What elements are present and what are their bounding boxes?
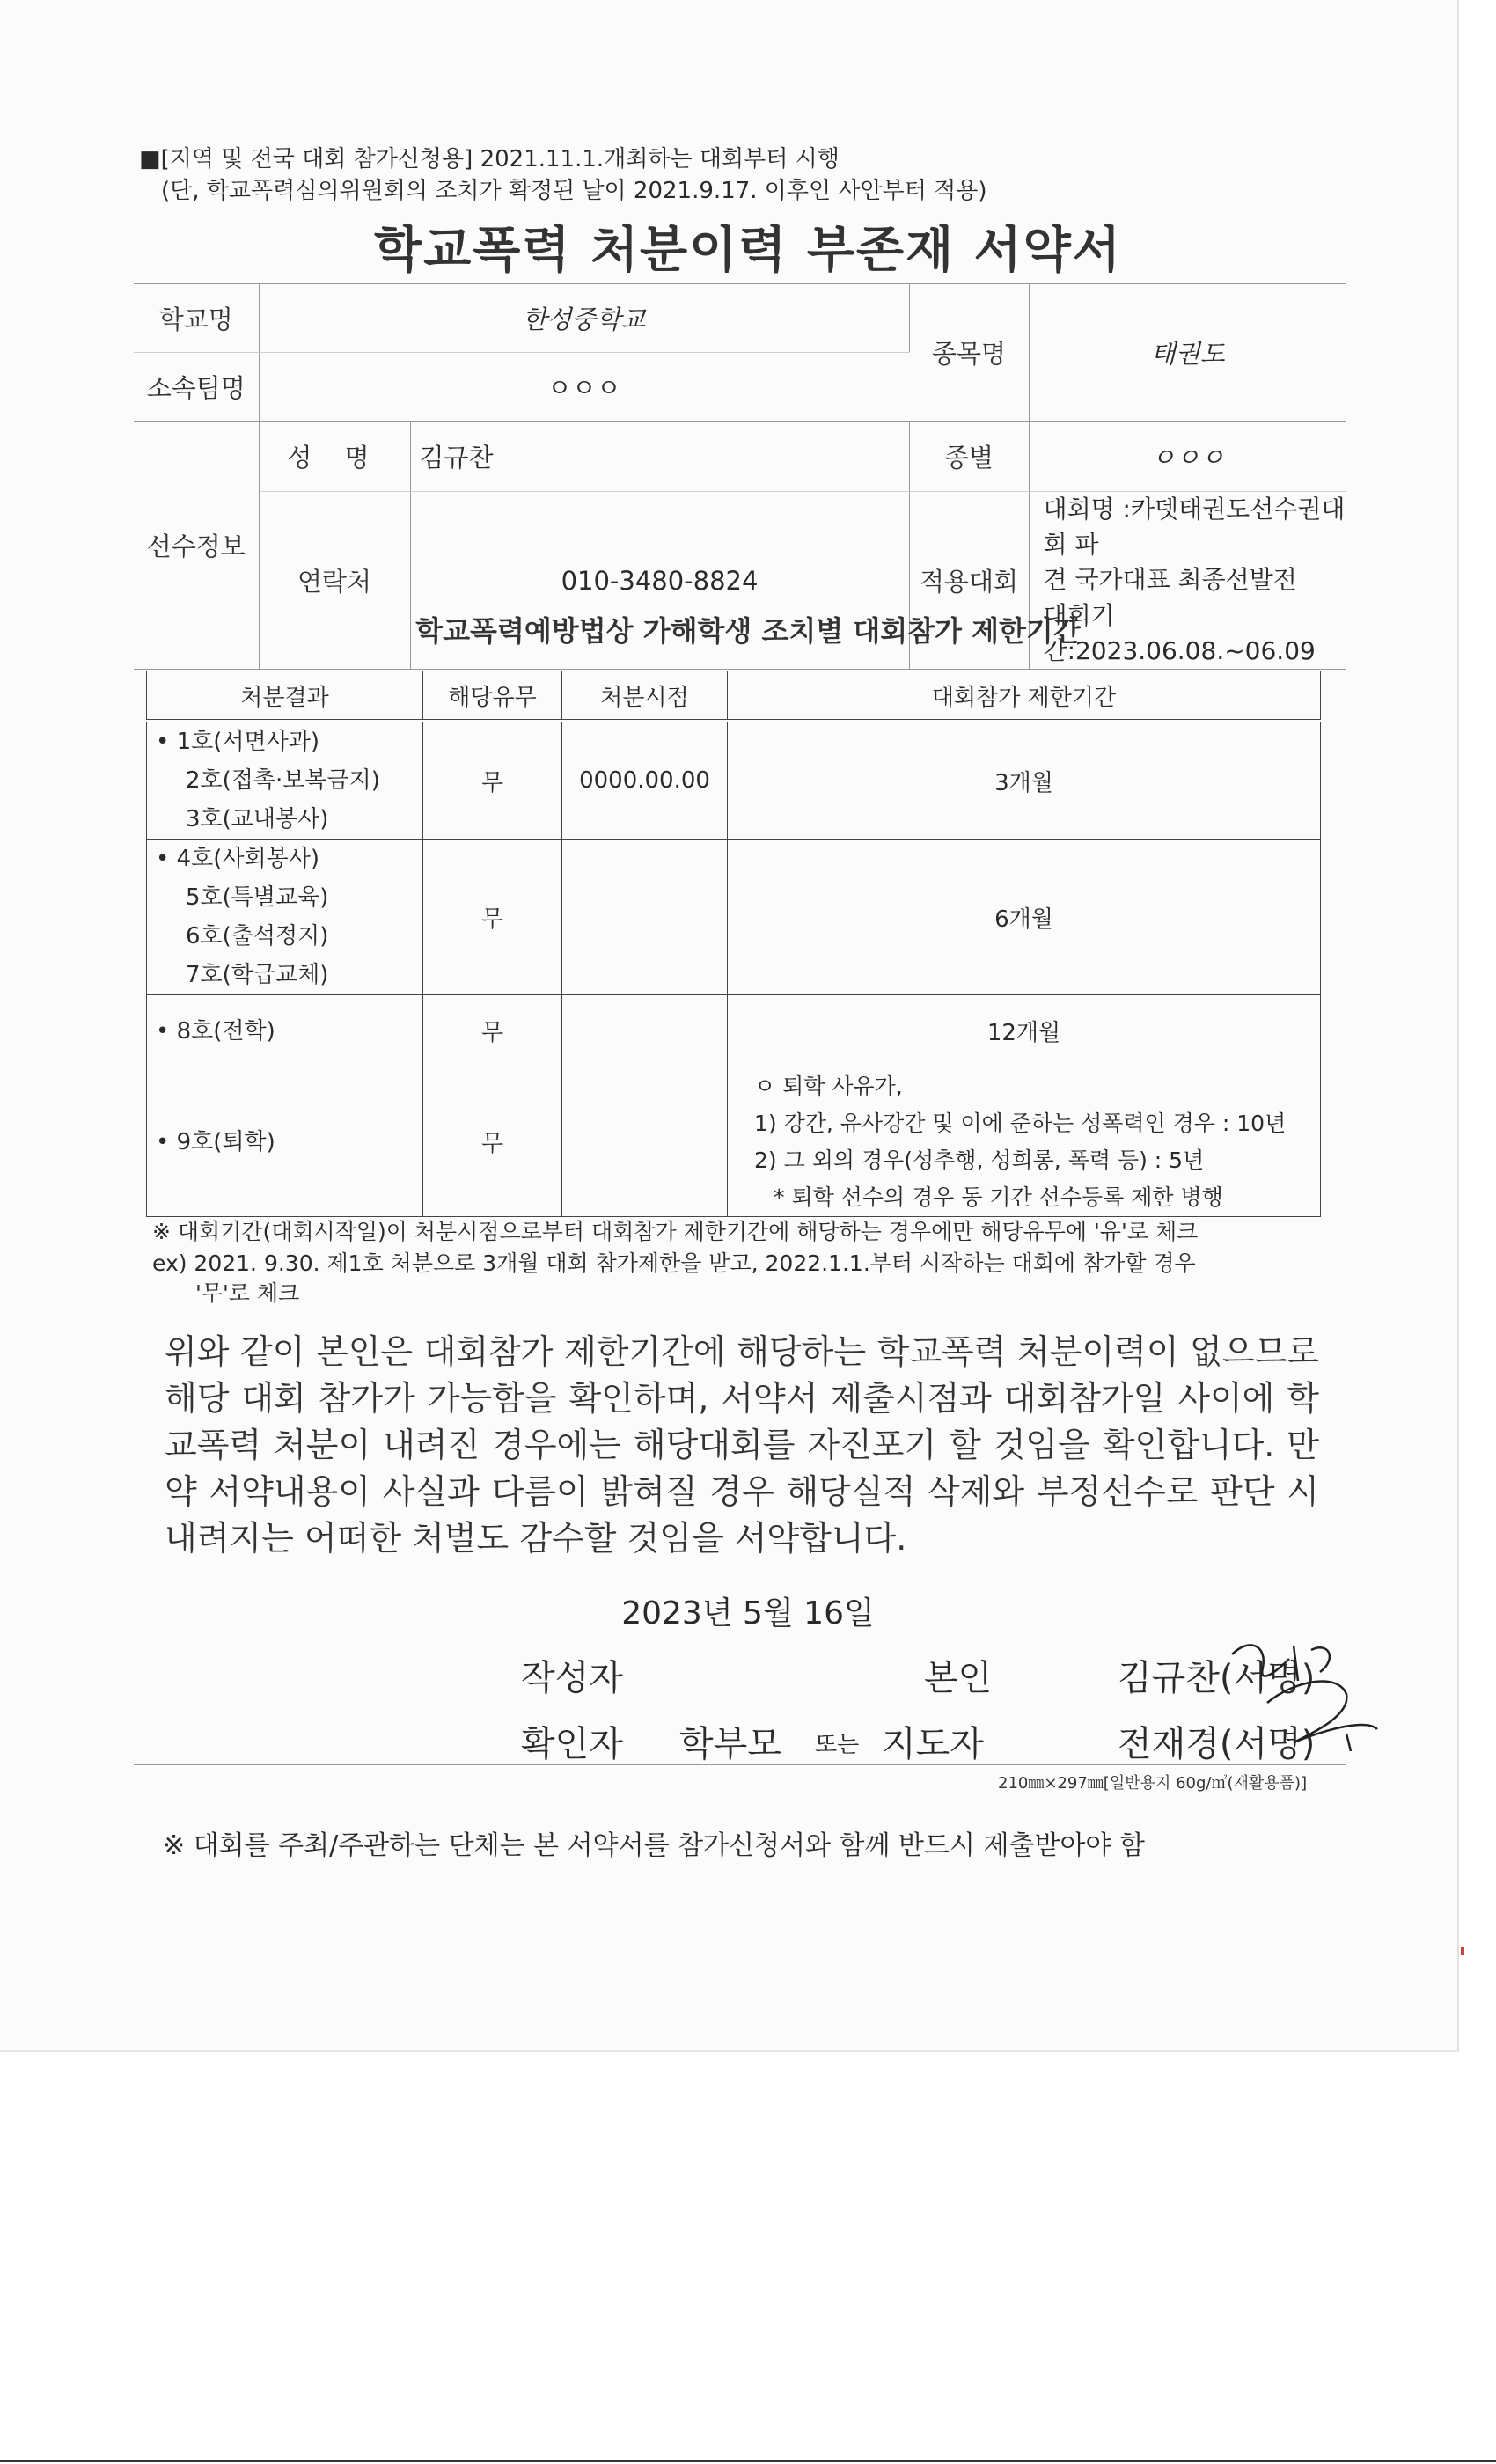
sport-label: 종목명 (909, 284, 1029, 422)
header-result: 처분결과 (147, 671, 423, 722)
team-label: 소속팀명 (134, 353, 259, 422)
paper-size-label: 210㎜×297㎜[일반용지 60g/㎡(재활용품)] (998, 1774, 1308, 1793)
notice-line-1: ■[지역 및 전국 대회 참가신청용] 2021.11.1.개최하는 대회부터 시행 (139, 146, 840, 172)
header-limit: 대회참가 제한기간 (728, 671, 1321, 722)
applicable-cell: 무 (423, 721, 562, 840)
date-cell (562, 1067, 728, 1217)
name-value: 김규찬 (410, 422, 909, 492)
competition-label: 적용대회 (909, 492, 1029, 670)
category-line: • 8호(전학) (156, 1017, 275, 1045)
athlete-info-label: 선수정보 (134, 422, 259, 670)
contact-value: 010-3480-8824 (410, 492, 909, 670)
category-cell (147, 995, 423, 1067)
handwritten-signature (1214, 1619, 1390, 1778)
confirmer-label: 확인자 (521, 1724, 623, 1764)
coach-label: 지도자 (882, 1724, 984, 1764)
scan-edge (0, 2460, 1496, 2462)
team-value: ㅇㅇㅇ (259, 353, 909, 422)
restriction-table (146, 671, 1321, 1217)
category-cell (147, 840, 423, 995)
applicable-cell: 무 (423, 1067, 562, 1217)
applicable-cell: 무 (423, 995, 562, 1067)
competition-name-line-1: 대회명 :카뎃태권도선수권대회 파 (1043, 495, 1346, 559)
document-title: 학교폭력 처분이력 부존재 서약서 (374, 222, 1122, 279)
note-check-rule: ※ 대회기간(대회시작일)이 처분시점으로부터 대회참가 제한기간에 해당하는 경우에만 해당유무에 '유'로 체크 (152, 1219, 1199, 1244)
category-line: 6호(출석정지) (186, 923, 329, 950)
limit-cell: 6개월 (728, 840, 1321, 995)
date-cell (562, 995, 728, 1067)
category-cell (147, 1067, 423, 1217)
submission-footnote: ※ 대회를 주최/주관하는 단체는 본 서약서를 참가신청서와 함께 반드시 제출받아야 함 (163, 1830, 1145, 1861)
category-line: 2호(접촉·보복금지) (186, 767, 380, 794)
table-row (147, 1067, 1321, 1217)
table-row (147, 721, 1321, 840)
note-example: ex) 2021. 9.30. 제1호 처분으로 3개월 대회 참가제한을 받고, 2022.1.1.부터 시작하는 대회에 참가할 경우 (152, 1250, 1196, 1276)
divider (134, 1764, 1346, 1765)
category-line: • 9호(퇴학) (156, 1128, 275, 1155)
category-line: • 4호(사회봉사) (156, 846, 320, 872)
competition-period: 대회기간:2023.06.08.~06.09 (1044, 598, 1347, 669)
header-date: 처분시점 (562, 671, 728, 722)
date-cell (562, 840, 728, 995)
writer-signature-name: 김규찬(서명) (1118, 1658, 1316, 1698)
self-label: 본인 (924, 1658, 993, 1698)
confirmer-signature-name: 전재경(서명) (1118, 1724, 1316, 1764)
category-line: • 1호(서면사과) (156, 729, 320, 755)
applicable-cell: 무 (423, 840, 562, 995)
notice-line-2: (단, 학교폭력심의위원회의 조치가 확정된 날이 2021.9.17. 이후인 사안부터 적용) (161, 178, 987, 204)
limit-cell (728, 1067, 1321, 1217)
name-label: 성 명 (259, 422, 410, 492)
limit-line: * 퇴학 선수의 경우 동 기간 선수등록 제한 병행 (774, 1184, 1223, 1210)
table-row (147, 840, 1321, 995)
parent-label: 학부모 (679, 1724, 781, 1764)
contact-label: 연락처 (259, 492, 410, 670)
limit-cell: 3개월 (728, 721, 1321, 840)
date-cell: 0000.00.00 (562, 721, 728, 840)
limit-line: 1) 강간, 유사강간 및 이에 준하는 성폭력인 경우 : 10년 (754, 1110, 1287, 1136)
limit-line: 2) 그 외의 경우(성추행, 성희롱, 폭력 등) : 5년 (754, 1147, 1205, 1173)
category-line: 3호(교내봉사) (186, 806, 329, 832)
or-label: 또는 (815, 1732, 860, 1758)
header-applicable: 해당유무 (423, 671, 562, 722)
category-line: 7호(학급교체) (186, 962, 329, 988)
pledge-text: 위와 같이 본인은 대회참가 제한기간에 해당하는 학교폭력 처분이력이 없으므로 해당 대회 참가가 가능함을 확인하며, 서약서 제출시점과 대회참가일 사이에 학교폭력 처분이 내려진 경우에는 해당대회를 자진포기 할 것임을 확인합니다. 만약 서약내용이 사실과 다름이 밝혀질 경우 해당실적 삭제와 부정선수로 판단 시 내려지는 어떠한 처벌도 감수할 것임을 서약합니다. (165, 1332, 1319, 1558)
limit-line: ㅇ 퇴학 사유가, (754, 1073, 903, 1099)
category-line: 5호(특별교육) (186, 884, 329, 911)
table-row (147, 995, 1321, 1067)
restriction-subtitle: 학교폭력예방법상 가해학생 조치별 대회참가 제한기간 (415, 614, 1081, 648)
note-example-cont: '무'로 체크 (195, 1280, 300, 1306)
sport-value: 태권도 (1029, 284, 1346, 422)
limit-cell: 12개월 (728, 995, 1321, 1067)
school-label: 학교명 (134, 284, 259, 353)
competition-name-line-2: 견 국가대표 최종선발전 (1043, 565, 1297, 594)
event-type-label: 종별 (909, 422, 1029, 492)
category-cell (147, 721, 423, 840)
writer-label: 작성자 (521, 1658, 623, 1698)
pledge-date: 2023년 5월 16일 (621, 1595, 875, 1632)
scan-mark (1461, 1947, 1464, 1955)
school-value: 한성중학교 (259, 284, 909, 353)
event-type-value: ㅇㅇㅇ (1029, 422, 1346, 492)
